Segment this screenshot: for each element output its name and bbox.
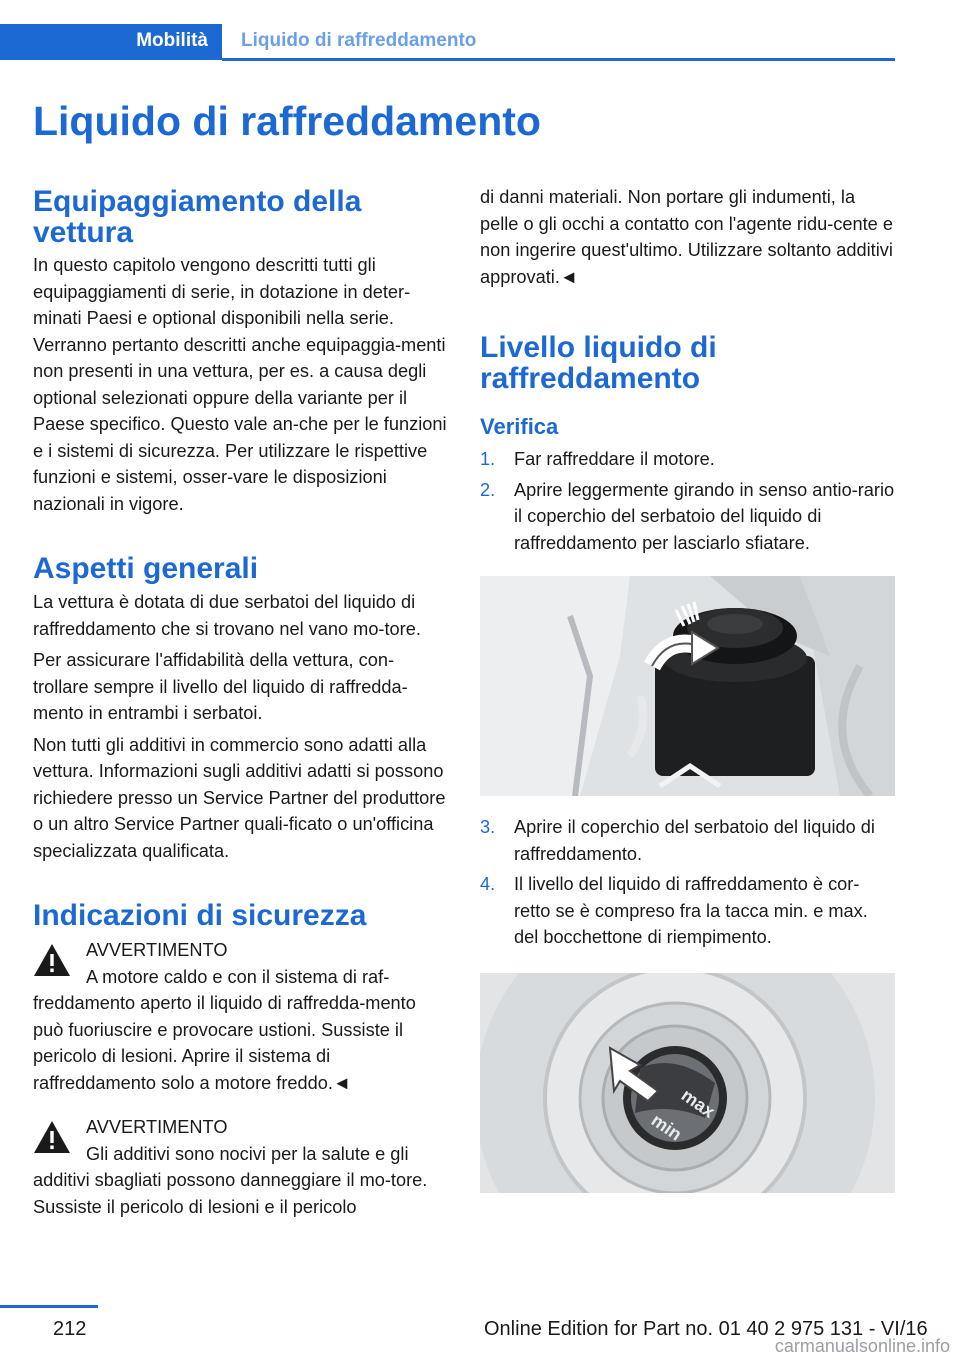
general-paragraph-3: Non tutti gli additivi in commercio sono adatti alla vettura. Informazioni sugli additivi adatti si possono richiedere presso un Service Partner del produttore o un altro Service Partner quali-ficato o un'officina specializzata qualificata.	[33, 734, 446, 861]
warning-box-additives	[33, 1114, 447, 1220]
page-title: Liquido di raffreddamento	[33, 98, 541, 144]
step-text: Aprire leggermente girando in senso antio-rario il coperchio del serbatoio del liquido di raffreddamento per lasciarlo sfiatare.	[514, 479, 895, 553]
page-header	[0, 24, 895, 62]
warning-continued-text: di danni materiali. Non portare gli indumenti, la pelle o gli occhi a contatto con l'agente ridu-cente e non ingerire quest'ultimo. Utilizzare soltanto additivi approvati.◄	[480, 187, 893, 287]
warning-text: freddamento aperto il liquido di raffredda-mento può fuoriuscire e provocare ustioni. Sussiste il pericolo di lesioni. Aprire il sistema di raffreddamento solo a motore freddo.◄	[33, 993, 416, 1093]
edition-note: Online Edition for Part no. 01 40 2 975 131 - VI/16	[484, 1318, 928, 1340]
warning-box-hot-engine	[33, 937, 447, 1096]
list-item	[480, 871, 895, 951]
max-mark-label: max	[677, 1084, 719, 1122]
warning-text-first-line: A motore caldo e con il sistema di raf-	[86, 966, 390, 987]
step-number: 2.	[480, 479, 496, 500]
coolant-level-heading: Livello liquido di raffreddamento	[480, 331, 717, 395]
step-text: Il livello del liquido di raffreddamento è cor-retto se è compreso fra la tacca min. e max. del bocchettone di riempimento.	[514, 874, 868, 947]
step-text: Aprire il coperchio del serbatoio del liquido di raffreddamento.	[514, 817, 875, 864]
right-column	[480, 184, 895, 1193]
equipment-heading: Equipaggiamento della vettura	[33, 185, 362, 249]
general-paragraph-1: La vettura è dotata di due serbatoi del liquido di raffreddamento che si trovano nel vano mo-tore.	[33, 592, 421, 639]
step-number: 3.	[480, 817, 496, 837]
step-text: Far raffreddare il motore.	[514, 449, 715, 469]
step-number: 4.	[480, 874, 496, 894]
page-number: 212	[53, 1318, 87, 1340]
step-number: 1.	[480, 449, 496, 469]
header-rule	[222, 58, 895, 61]
general-paragraph-2: Per assicurare l'affidabilità della vettura, con-trollare sempre il livello del liquido di raffredda-mento in entrambi i serbatoi.	[33, 650, 408, 723]
equipment-text: In questo capitolo vengono descritti tutti gli equipaggiamenti di serie, in dotazione in deter-minati Paesi e optional disponibili nella serie. Verranno pertanto descritti anche equipaggia-menti non presenti in una vettura, per es. a causa degli optional selezionati oppure della variante per il Paese specifico. Questo vale an-che per le funzioni e i sistemi di sicurezza. Per utilizzare le rispettive funzioni e sistemi, osser-vare le disposizioni nazionali in vigore.	[33, 255, 447, 514]
warning-text-first-line: Gli additivi sono nocivi per la salute e gli	[86, 1143, 409, 1164]
warning-triangle-icon	[33, 943, 71, 977]
warning-title: AVVERTIMENTO	[86, 1117, 228, 1137]
footer-rule	[0, 1305, 98, 1308]
header-chapter-label: Liquido di raffreddamento	[241, 30, 477, 51]
warning-text: additivi sbagliati possono danneggiare il mo-tore. Sussiste il pericolo di lesioni e il pericolo	[33, 1170, 428, 1217]
steps-list-a	[480, 446, 895, 556]
filler-neck-min-max-image	[480, 973, 895, 1193]
general-heading: Aspetti generali	[33, 552, 259, 585]
list-item	[480, 477, 895, 557]
check-heading: Verifica	[480, 414, 559, 439]
header-section-label: Mobilità	[136, 30, 208, 51]
watermark: carmanualsonline.info	[774, 1336, 950, 1356]
list-item	[480, 446, 895, 473]
warning-triangle-icon	[33, 1120, 71, 1154]
safety-heading: Indicazioni di sicurezza	[33, 899, 367, 932]
coolant-reservoir-cap-image	[480, 576, 895, 796]
left-column	[33, 186, 447, 1220]
warning-title: AVVERTIMENTO	[86, 940, 228, 960]
steps-list-b	[480, 814, 895, 951]
list-item	[480, 814, 895, 867]
min-mark-label: min	[647, 1109, 686, 1145]
